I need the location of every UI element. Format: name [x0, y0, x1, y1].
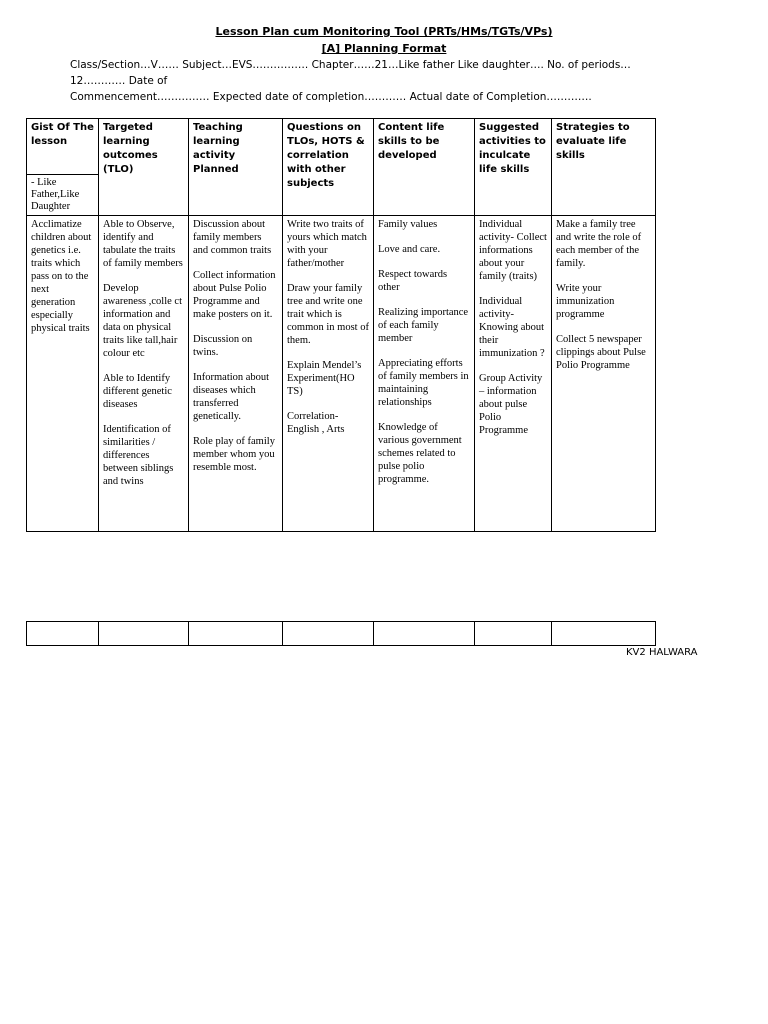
- lesson-info: [70, 57, 670, 105]
- content-skill-item: Appreciating efforts of family members in maintaining relationships: [378, 358, 469, 408]
- activity-item: Discussion about family members and common traits: [193, 219, 272, 256]
- question-item: Write two traits of yours which match with your father/mother: [287, 219, 367, 269]
- header-tlo: Targeted learning outcomes (TLO): [99, 119, 189, 216]
- blank-cell: [189, 622, 283, 646]
- content-skill-item: Family values: [378, 219, 438, 230]
- content-skill-item: Love and care.: [378, 244, 441, 255]
- strategy-item: Make a family tree and write the role of each member of the family.: [556, 219, 642, 269]
- question-item: Draw your family tree and write one trait which is common in most of them.: [287, 283, 369, 346]
- activity-item: Role play of family member whom you resemble most.: [193, 436, 275, 473]
- blank-row-table: [26, 621, 656, 646]
- content-skill-item: Respect towards other: [378, 269, 448, 293]
- suggested-activity-item: Individual activity- Knowing about their immunization ?: [479, 296, 545, 359]
- header-content-skills: Content life skills to be developed: [374, 119, 475, 216]
- question-item: Correlation- English , Arts: [287, 411, 345, 435]
- tlo-cell: [99, 216, 189, 532]
- document-title: Lesson Plan cum Monitoring Tool (PRTs/HMs/TGTs/VPs): [215, 25, 553, 38]
- tlo-item: Able to Observe, identify and tabulate the traits of family members: [103, 219, 183, 269]
- activity-item: Collect information about Pulse Polio Programme and make posters on it.: [193, 270, 276, 320]
- tlo-item: Develop awareness ,colle ct information and data on physical traits like tall,hair colour etc: [103, 283, 183, 359]
- activity-item: Information about diseases which transferred genetically.: [193, 372, 270, 422]
- header-questions: Questions on TLOs, HOTS & correlation with other subjects: [283, 119, 374, 216]
- questions-cell: [283, 216, 374, 532]
- strategies-cell: [552, 216, 656, 532]
- blank-cell: [475, 622, 552, 646]
- gist-text: Acclimatize children about genetics i.e. traits which pass on to the next generation especially physical traits: [31, 219, 92, 334]
- suggested-activities-cell: [475, 216, 552, 532]
- gist-chapter-title: - Like Father,Like Daughter: [27, 175, 99, 216]
- header-strategies: Strategies to evaluate life skills: [552, 119, 656, 216]
- content-skills-cell: [374, 216, 475, 532]
- lesson-info-line-2: Commencement…………… Expected date of completion………… Actual date of Completion………….: [70, 91, 592, 103]
- suggested-activity-item: Group Activity – information about pulse Polio Programme: [479, 373, 543, 436]
- header-activity: Teaching learning activity Planned: [189, 119, 283, 216]
- blank-cell: [552, 622, 656, 646]
- tlo-item: Able to Identify different genetic diseases: [103, 373, 172, 410]
- suggested-activity-item: Individual activity- Collect informations about your family (traits): [479, 219, 547, 282]
- content-skill-item: Realizing importance of each family member: [378, 307, 469, 344]
- blank-cell: [283, 622, 374, 646]
- activity-cell: [189, 216, 283, 532]
- question-item: Explain Mendel’s Experiment(HO TS): [287, 360, 362, 397]
- blank-cell: [99, 622, 189, 646]
- header-gist: Gist Of The lesson: [27, 119, 99, 175]
- strategy-item: Collect 5 newspaper clippings about Pulse Polio Programme: [556, 334, 646, 371]
- activity-item: Discussion on twins.: [193, 334, 253, 358]
- blank-cell: [27, 622, 99, 646]
- gist-cell: [27, 216, 99, 532]
- blank-cell: [374, 622, 475, 646]
- header-suggested-activities: Suggested activities to inculcate life skills: [475, 119, 552, 216]
- school-footer: KV2 HALWARA: [626, 647, 698, 658]
- strategy-item: Write your immunization programme: [556, 283, 615, 320]
- content-skill-item: Knowledge of various government schemes related to pulse polio programme.: [378, 422, 462, 485]
- lesson-plan-table: [26, 118, 656, 532]
- tlo-item: Identification of similarities / differences between siblings and twins: [103, 424, 174, 487]
- planning-format-subtitle: [A] Planning Format: [321, 42, 447, 55]
- lesson-info-line-1: Class/Section…V…… Subject…EVS……………. Chapter……21…Like father Like daughter…. No. of periods…12………… Date of: [70, 59, 631, 87]
